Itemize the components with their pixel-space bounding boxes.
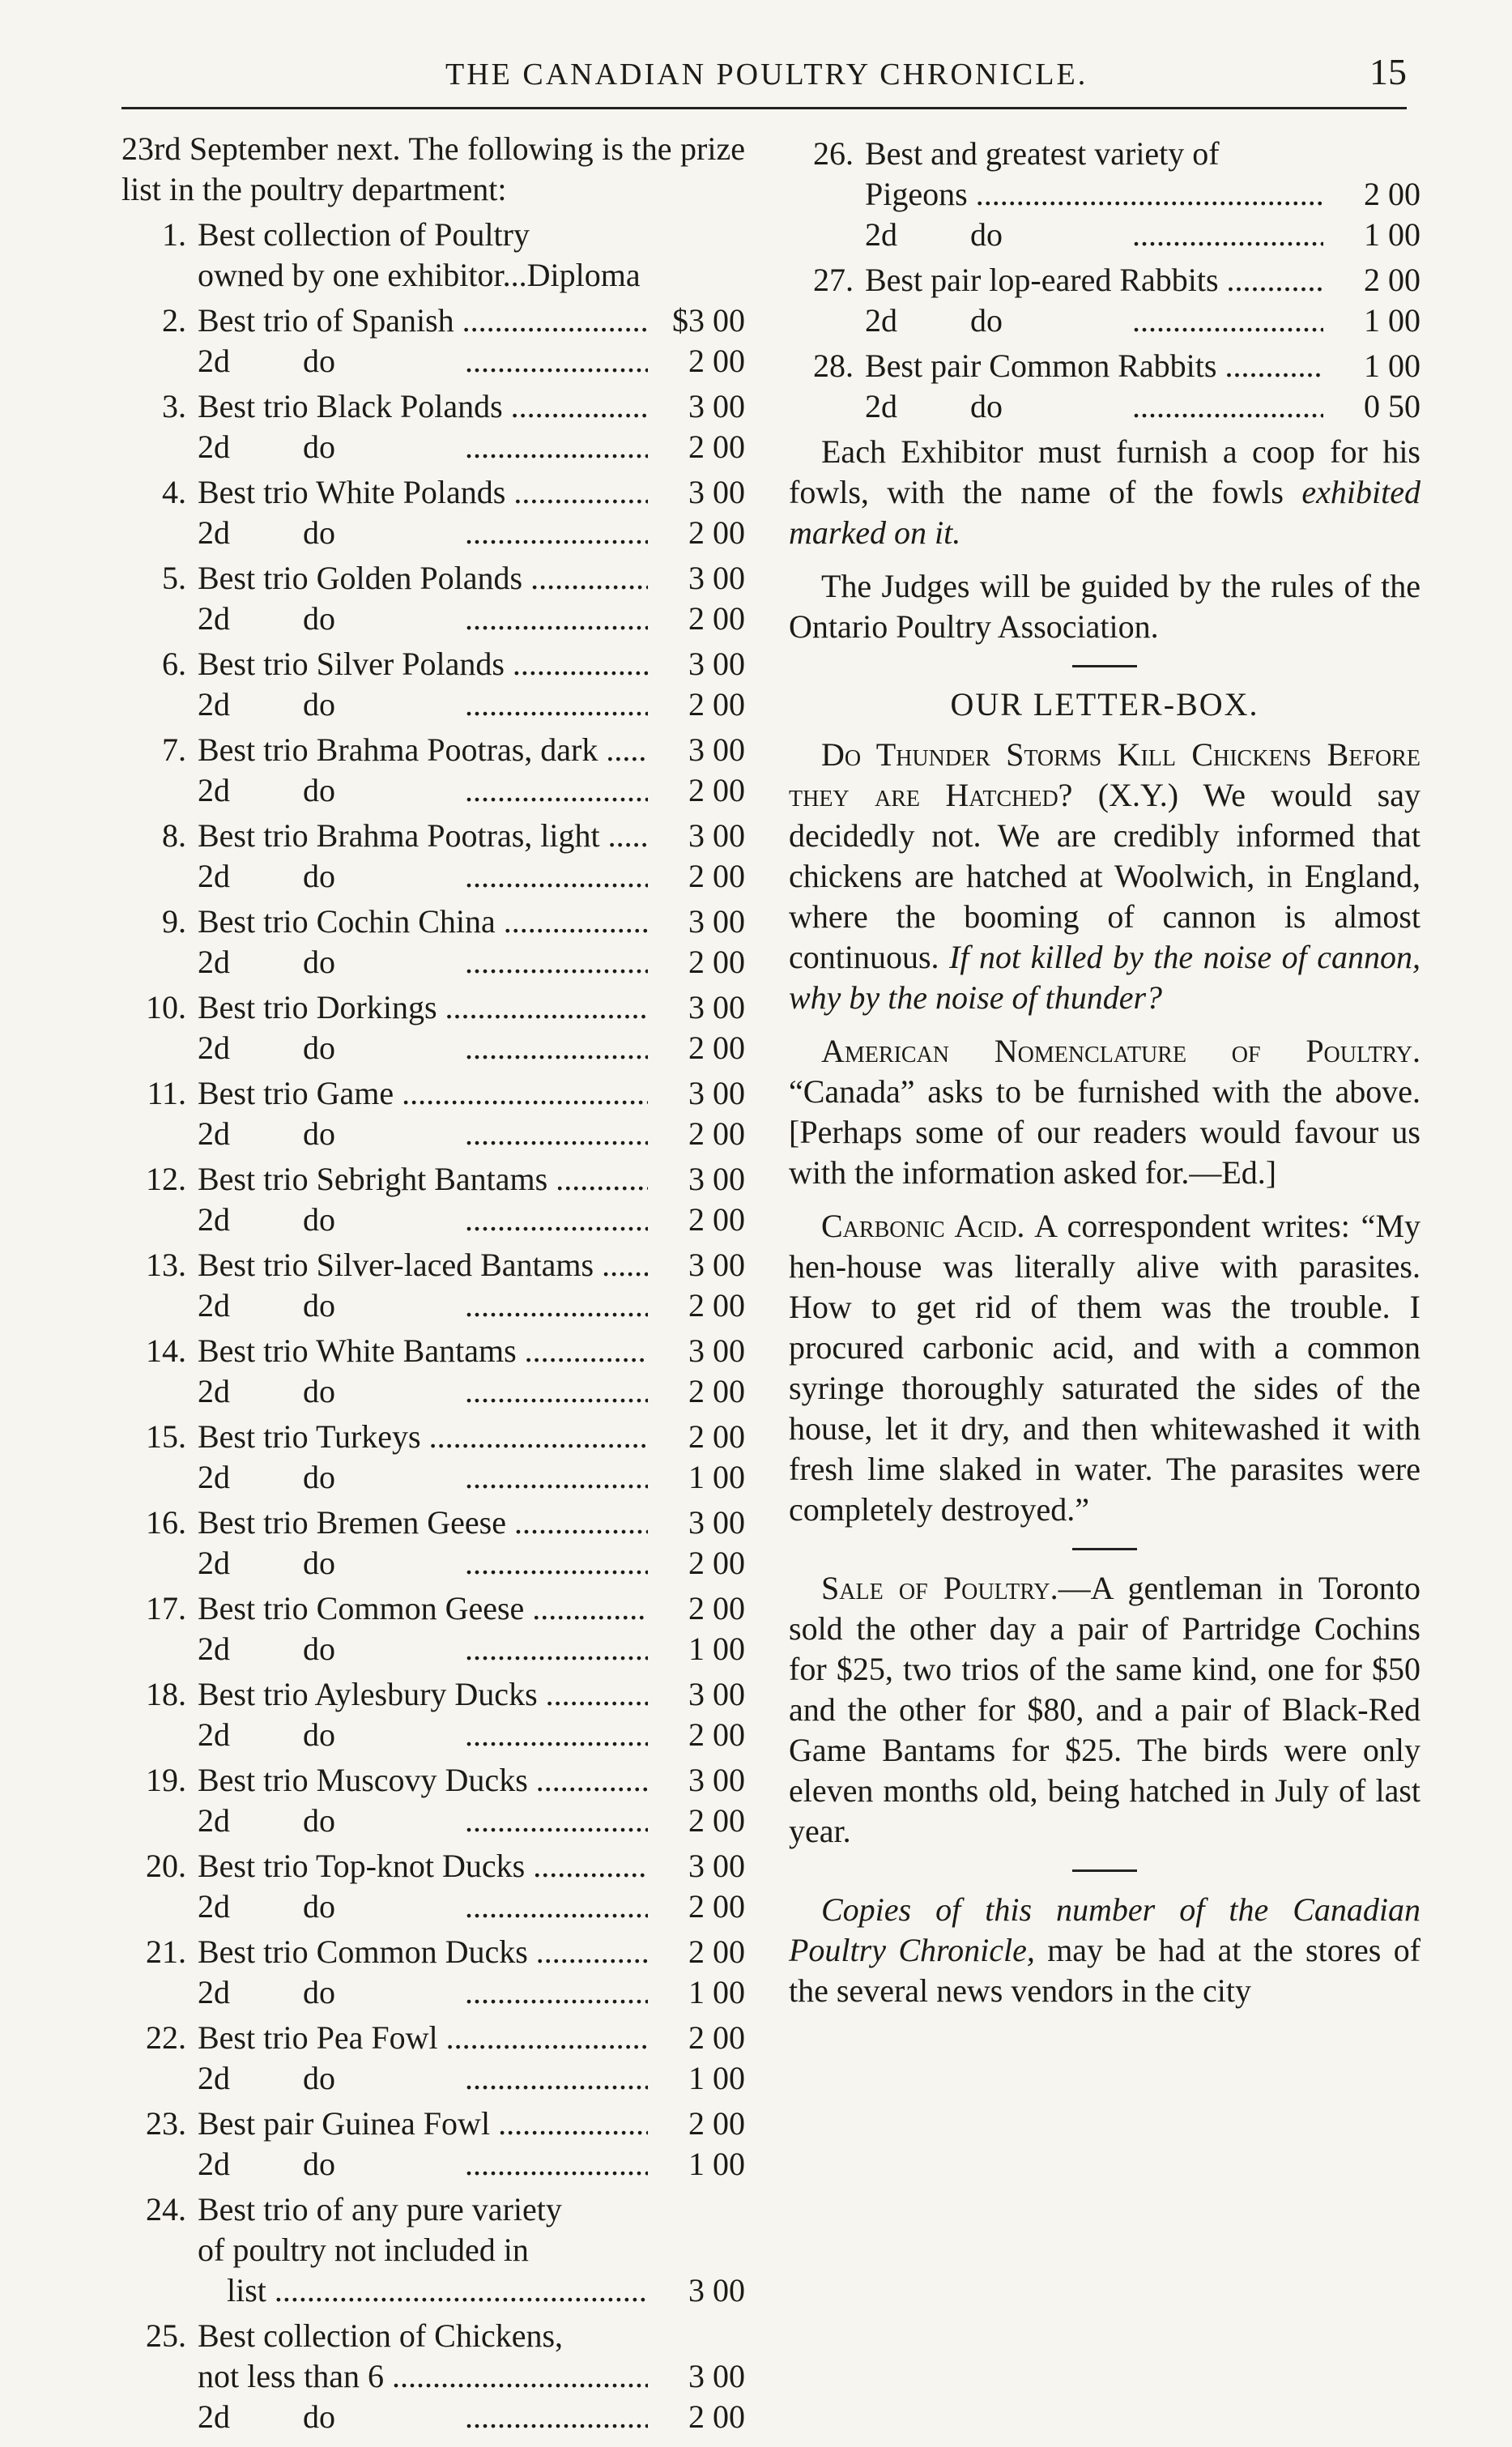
second-prize-line (121, 2058, 745, 2099)
second-prize-line (121, 1543, 745, 1584)
page-header (121, 49, 1407, 109)
prize-amount: 2 00 (688, 1933, 745, 1970)
prize-label: Best trio Pea Fowl ..... (198, 2018, 648, 2058)
second-prize-amount: 2 00 (688, 1115, 745, 1152)
second-prize-amount: 1 00 (688, 1459, 745, 1495)
prize-line (121, 987, 745, 1028)
prize-amount: 3 00 (688, 1332, 745, 1369)
prize-amount: 3 00 (688, 989, 745, 1025)
prize-number: 1. (162, 216, 186, 253)
ditto-mark: do (303, 514, 335, 551)
second-label: 2d (198, 514, 230, 551)
prize-label: Best trio Turkeys ..... (198, 1417, 648, 1457)
second-prize-line (789, 215, 1420, 255)
second-prize-line (121, 1886, 745, 1927)
second-prize-label (198, 1886, 648, 1927)
prize-amount: 3 00 (688, 1075, 745, 1111)
second-prize-label (198, 942, 648, 983)
divider (1072, 1548, 1137, 1550)
prize-number: 15. (146, 1418, 186, 1455)
prize-number: 13. (146, 1247, 186, 1283)
prize-list-intro: 23rd September next. The following is the prize list in the poultry department: (121, 130, 745, 207)
ditto-mark: do (303, 2398, 335, 2435)
prize-amount: 2 00 (688, 1418, 745, 1455)
prize-number: 27. (813, 262, 854, 298)
ditto-mark: do (303, 686, 335, 723)
ditto-mark: do (303, 944, 335, 980)
prize-line (121, 558, 745, 599)
ditto-mark: do (303, 600, 335, 637)
prize-line (121, 1159, 745, 1200)
prize-line (121, 2104, 745, 2144)
prize-entry (121, 1674, 745, 1755)
second-prize-line (121, 684, 745, 725)
second-label: 2d (198, 1201, 230, 1238)
second-prize-amount: 2 00 (688, 1888, 745, 1925)
prize-line (121, 1245, 745, 1285)
second-prize-line (121, 1114, 745, 1154)
prize-line (121, 215, 745, 255)
prize-line (121, 472, 745, 513)
prize-label: Best trio Aylesbury Ducks ..... (198, 1674, 648, 1715)
prize-number: 14. (146, 1332, 186, 1369)
ditto-mark: do (303, 1030, 335, 1066)
prize-entry (121, 2316, 745, 2437)
ditto-mark: do (303, 858, 335, 894)
second-prize-label (198, 513, 648, 553)
second-prize-amount: 2 00 (688, 1716, 745, 1753)
second-prize-amount: 2 00 (688, 428, 745, 465)
second-prize-label (198, 1371, 648, 1412)
prize-label: Best trio Muscovy Ducks ..... (198, 1760, 648, 1801)
prize-entry (121, 1245, 745, 1326)
second-prize-line (121, 2144, 745, 2185)
ditto-mark: do (303, 428, 335, 465)
prize-label: Best trio Bremen Geese ..... (198, 1503, 648, 1543)
prize-entry (121, 1932, 745, 2013)
prize-amount: 3 00 (688, 1676, 745, 1712)
second-prize-label (198, 1028, 648, 1068)
copies-notice: Copies of this number of the Canadian Poultry Chronicle, may be had at the stores of the several news vendors in the city (789, 1891, 1421, 2009)
prize-entry (121, 1073, 745, 1154)
ditto-mark: do (970, 388, 1003, 424)
prize-line (121, 1674, 745, 1715)
prize-number: 17. (146, 1590, 186, 1626)
second-prize-amount: 2 00 (688, 1802, 745, 1839)
prize-line (121, 2316, 745, 2356)
second-prize-line (121, 1285, 745, 1326)
second-prize-amount: 2 00 (688, 1287, 745, 1324)
second-prize-label (198, 770, 648, 811)
second-prize-amount: 2 00 (688, 2398, 745, 2435)
running-title: THE CANADIAN POULTRY CHRONICLE. (445, 58, 1088, 92)
prize-entry (121, 730, 745, 811)
prize-entry (121, 816, 745, 897)
right-column (769, 129, 1420, 2442)
prize-entry (121, 1159, 745, 1240)
prize-entry (121, 987, 745, 1068)
ditto-mark: do (970, 302, 1003, 339)
prize-number: 26. (813, 135, 854, 172)
prize-line (789, 346, 1420, 386)
exhibitor-notice: Each Exhibitor must furnish a coop for his fowls, with the name of the fowls exhibited marked on it. (789, 433, 1421, 551)
second-label: 2d (198, 1545, 230, 1581)
second-prize-amount: 1 00 (688, 1631, 745, 1667)
second-prize-line (121, 1028, 745, 1068)
second-label: 2d (198, 1631, 230, 1667)
prize-label: Best trio of Spanish ..... (198, 301, 648, 341)
prize-label: Best trio Dorkings ..... (198, 987, 648, 1028)
prize-amount: 3 00 (688, 1247, 745, 1283)
prize-label: Best trio Sebright Bantams ..... (198, 1159, 648, 1200)
prize-entry (121, 2189, 745, 2311)
second-label: 2d (198, 858, 230, 894)
prize-entry (121, 2018, 745, 2099)
second-label: 2d (865, 216, 897, 253)
prize-amount: 3 00 (688, 1504, 745, 1541)
prize-entry (789, 134, 1420, 255)
second-label: 2d (865, 388, 897, 424)
prize-amount: 3 00 (688, 903, 745, 940)
prize-number: 21. (146, 1933, 186, 1970)
second-prize-label (865, 386, 1323, 427)
letter-nomenclature: American Nomenclature of Poultry. “Canada” asks to be furnished with the above. [Perhaps some of our readers would favour us with the information asked for.—Ed.] (789, 1033, 1420, 1191)
ditto-mark: do (303, 1115, 335, 1152)
second-label: 2d (865, 302, 897, 339)
prize-entry (789, 346, 1420, 427)
prize-number: 7. (162, 731, 186, 768)
second-prize-label (198, 341, 648, 382)
ditto-mark: do (303, 2060, 335, 2096)
second-label: 2d (198, 1802, 230, 1839)
second-label: 2d (198, 1888, 230, 1925)
prize-number: 2. (162, 302, 186, 339)
second-prize-label (198, 2397, 648, 2437)
prize-line (121, 902, 745, 942)
prize-number: 16. (146, 1504, 186, 1541)
prize-number: 28. (813, 347, 854, 384)
prize-entry (121, 472, 745, 553)
prize-label: Best pair Common Rabbits ..... (865, 346, 1323, 386)
ditto-mark: do (303, 343, 335, 379)
sale-of-poultry: Sale of Poultry.—A gentleman in Toronto sold the other day a pair of Partridge Cochins for $25, two trios of the same kind, one for $50 and the other for $80, and a pair of Black-Red Game Bantams for $25. The birds were only eleven months old, being hatched in July of last year. (789, 1570, 1420, 1849)
second-label: 2d (198, 1373, 230, 1409)
prize-label: Best trio Top-knot Ducks ..... (198, 1846, 648, 1886)
second-label: 2d (198, 2060, 230, 2096)
prize-entry (121, 2104, 745, 2185)
second-label: 2d (198, 343, 230, 379)
second-prize-amount: 1 00 (1364, 302, 1420, 339)
ditto-mark: do (303, 1201, 335, 1238)
prize-entry (121, 1760, 745, 1841)
prize-line (121, 301, 745, 341)
second-label: 2d (198, 600, 230, 637)
second-prize-line (121, 770, 745, 811)
prize-number: 23. (146, 2105, 186, 2142)
second-prize-amount: 0 50 (1364, 388, 1420, 424)
second-prize-amount: 2 00 (688, 343, 745, 379)
prize-number: 19. (146, 1762, 186, 1798)
second-prize-label (865, 215, 1323, 255)
prize-amount: 2 00 (688, 2105, 745, 2142)
prize-line (121, 1846, 745, 1886)
second-prize-amount: 1 00 (688, 2060, 745, 2096)
second-prize-amount: 2 00 (688, 686, 745, 723)
second-label: 2d (198, 1459, 230, 1495)
prize-line (121, 730, 745, 770)
ditto-mark: do (303, 1545, 335, 1581)
prize-number: 6. (162, 646, 186, 682)
prize-label-continued: list ..... (227, 2270, 648, 2311)
prize-line (121, 816, 745, 856)
prize-label: Best trio Common Ducks ..... (198, 1932, 648, 1972)
prize-label: Best trio White Polands ..... (198, 472, 648, 513)
prize-line (121, 2018, 745, 2058)
prize-entry (121, 558, 745, 639)
prize-number: 20. (146, 1848, 186, 1884)
second-prize-line (121, 427, 745, 467)
prize-entry (121, 301, 745, 382)
prize-label-continued: of poultry not included in (198, 2232, 529, 2268)
prize-line (121, 1932, 745, 1972)
prize-number: 3. (162, 388, 186, 424)
prize-label: Best pair lop-eared Rabbits ..... (865, 260, 1323, 301)
prize-line (789, 260, 1420, 301)
prize-amount: 2 00 (1364, 262, 1420, 298)
ditto-mark: do (303, 1287, 335, 1324)
second-prize-label (198, 1457, 648, 1498)
prize-line (121, 2189, 745, 2230)
page-number: 15 (1369, 51, 1407, 92)
second-label: 2d (198, 686, 230, 723)
prize-line-continued (121, 255, 745, 296)
prize-amount: 3 00 (688, 817, 745, 854)
prize-label: Best trio Common Geese ..... (198, 1588, 648, 1629)
second-prize-label (198, 1543, 648, 1584)
prize-amount: 3 00 (688, 1762, 745, 1798)
second-prize-line (121, 856, 745, 897)
prize-amount: 3 00 (688, 2358, 745, 2394)
second-label: 2d (198, 1287, 230, 1324)
second-prize-label (198, 1200, 648, 1240)
letter-box-heading: OUR LETTER-BOX. (950, 686, 1259, 723)
prize-entry (121, 902, 745, 983)
divider (1072, 1869, 1137, 1872)
prize-amount: 1 00 (1364, 347, 1420, 384)
second-prize-amount: 2 00 (688, 858, 745, 894)
prize-amount: 2 00 (688, 1590, 745, 1626)
prize-number: 25. (146, 2317, 186, 2354)
prize-number: 5. (162, 560, 186, 596)
second-prize-line (121, 341, 745, 382)
second-prize-label (198, 1715, 648, 1755)
prize-number: 11. (147, 1075, 186, 1111)
prize-label: Best trio Golden Polands ..... (198, 558, 648, 599)
prize-line (121, 1331, 745, 1371)
prize-number: 8. (162, 817, 186, 854)
prize-amount: 2 00 (688, 2019, 745, 2056)
left-column (121, 129, 769, 2442)
prize-label-continued: Pigeons ..... (865, 174, 1323, 215)
prize-number: 24. (146, 2191, 186, 2227)
second-label: 2d (198, 2398, 230, 2435)
prize-entry (121, 1331, 745, 1412)
prize-amount: $3 00 (672, 302, 745, 339)
second-prize-line (789, 301, 1420, 341)
prize-label: Best trio Brahma Pootras, dark ..... (198, 730, 648, 770)
prize-entry (121, 215, 745, 296)
second-label: 2d (198, 1716, 230, 1753)
second-prize-amount: 2 00 (688, 514, 745, 551)
prize-number: 9. (162, 903, 186, 940)
prize-label-continued: not less than 6 ..... (198, 2356, 648, 2397)
prize-line (121, 1760, 745, 1801)
ditto-mark: do (303, 1373, 335, 1409)
ditto-mark: do (303, 1631, 335, 1667)
ditto-mark: do (303, 1459, 335, 1495)
prize-label: Best trio of any pure variety (198, 2191, 562, 2227)
prize-label-continued: owned by one exhibitor...Diploma (198, 257, 641, 293)
prize-label: Best trio Silver-laced Bantams ..... (198, 1245, 648, 1285)
prize-line (789, 134, 1420, 174)
prize-number: 4. (162, 474, 186, 510)
second-prize-label (198, 1285, 648, 1326)
second-prize-label (198, 427, 648, 467)
prize-amount: 3 00 (688, 388, 745, 424)
prize-number: 12. (146, 1161, 186, 1197)
second-prize-label (865, 301, 1323, 341)
prize-line (121, 1503, 745, 1543)
second-prize-amount: 2 00 (688, 1201, 745, 1238)
prize-amount: 3 00 (688, 646, 745, 682)
prize-amount: 3 00 (688, 2272, 745, 2308)
two-column-body (121, 129, 1421, 2442)
second-prize-label (198, 1114, 648, 1154)
prize-entry (121, 1846, 745, 1927)
ditto-mark: do (303, 2146, 335, 2182)
prize-list-continued (789, 134, 1420, 427)
prize-amount: 2 00 (1364, 176, 1420, 212)
prize-number: 18. (146, 1676, 186, 1712)
second-prize-amount: 2 00 (688, 772, 745, 808)
prize-line (121, 1417, 745, 1457)
second-prize-line (121, 513, 745, 553)
second-prize-line (121, 1371, 745, 1412)
second-prize-line (789, 386, 1420, 427)
prize-label: Best trio Silver Polands ..... (198, 644, 648, 684)
second-prize-amount: 2 00 (688, 944, 745, 980)
prize-line-continued (121, 2356, 745, 2397)
ditto-mark: do (970, 216, 1003, 253)
second-prize-label (198, 1801, 648, 1841)
prize-line (121, 644, 745, 684)
prize-amount: 3 00 (688, 474, 745, 510)
second-label: 2d (198, 428, 230, 465)
second-label: 2d (198, 2146, 230, 2182)
second-prize-amount: 2 00 (688, 1545, 745, 1581)
prize-entry (121, 1417, 745, 1498)
ditto-mark: do (303, 772, 335, 808)
prize-label: Best collection of Chickens, (198, 2317, 564, 2354)
second-prize-amount: 1 00 (1364, 216, 1420, 253)
prize-line (121, 386, 745, 427)
judges-notice: The Judges will be guided by the rules of the Ontario Poultry Association. (789, 568, 1420, 645)
letter-thunder-storms: Do Thunder Storms Kill Chickens Before they are Hatched? (X.Y.) We would say decidedly not. We are credibly informed that chickens are hatched at Woolwich, in England, where the booming of cannon is almost continuous. If not killed by the noise of cannon, why by the noise of thunder? (789, 736, 1421, 1016)
prize-label: Best trio Black Polands ..... (198, 386, 648, 427)
divider (1072, 665, 1137, 667)
second-prize-amount: 2 00 (688, 1373, 745, 1409)
prize-line (121, 1073, 745, 1114)
second-prize-line (121, 942, 745, 983)
second-label: 2d (198, 944, 230, 980)
prize-entry (121, 1503, 745, 1584)
second-label: 2d (198, 772, 230, 808)
second-label: 2d (198, 1115, 230, 1152)
prize-entry (789, 260, 1420, 341)
prize-number: 22. (146, 2019, 186, 2056)
second-prize-label (198, 2058, 648, 2099)
second-prize-amount: 2 00 (688, 1030, 745, 1066)
second-prize-amount: 1 00 (688, 2146, 745, 2182)
second-prize-line (121, 1972, 745, 2013)
ditto-mark: do (303, 1888, 335, 1925)
second-prize-label (198, 599, 648, 639)
second-prize-line (121, 1200, 745, 1240)
second-label: 2d (198, 1974, 230, 2010)
prize-amount: 3 00 (688, 1161, 745, 1197)
second-prize-label (198, 2144, 648, 2185)
second-prize-line (121, 2397, 745, 2437)
letter-carbonic-acid: Carbonic Acid. A correspondent writes: “My hen-house was literally alive with parasites. How to get rid of them was the trouble. I procured carbonic acid, and with a common syringe thoroughly saturated the sides of the house, let it dry, and then whitewashed it with fresh lime slaked in water. The parasites were completely destroyed.” (789, 1208, 1421, 1528)
second-prize-line (121, 1629, 745, 1669)
prize-number: 10. (146, 989, 186, 1025)
prize-entry (121, 1588, 745, 1669)
prize-label: Best trio Brahma Pootras, light ..... (198, 816, 648, 856)
second-prize-label (198, 1629, 648, 1669)
prize-amount: 3 00 (688, 560, 745, 596)
prize-line-continued (121, 2230, 745, 2270)
prize-label: Best pair Guinea Fowl ..... (198, 2104, 648, 2144)
second-prize-amount: 1 00 (688, 1974, 745, 2010)
prize-amount: 3 00 (688, 731, 745, 768)
second-label: 2d (198, 1030, 230, 1066)
prize-label: Best collection of Poultry (198, 216, 530, 253)
prize-amount: 3 00 (688, 1848, 745, 1884)
second-prize-amount: 2 00 (688, 600, 745, 637)
ditto-mark: do (303, 1802, 335, 1839)
second-prize-label (198, 856, 648, 897)
prize-entry (121, 386, 745, 467)
prize-entry (121, 644, 745, 725)
prize-line (121, 1588, 745, 1629)
prize-label: Best trio Game ..... (198, 1073, 648, 1114)
second-prize-label (198, 684, 648, 725)
second-prize-label (198, 1972, 648, 2013)
ditto-mark: do (303, 1716, 335, 1753)
second-prize-line (121, 599, 745, 639)
second-prize-line (121, 1715, 745, 1755)
prize-list (121, 215, 745, 2437)
prize-label: Best and greatest variety of (865, 135, 1220, 172)
prize-line-continued (121, 2270, 745, 2311)
second-prize-line (121, 1801, 745, 1841)
second-prize-line (121, 1457, 745, 1498)
prize-line-continued (789, 174, 1420, 215)
prize-label: Best trio White Bantams ..... (198, 1331, 648, 1371)
ditto-mark: do (303, 1974, 335, 2010)
prize-label: Best trio Cochin China ..... (198, 902, 648, 942)
